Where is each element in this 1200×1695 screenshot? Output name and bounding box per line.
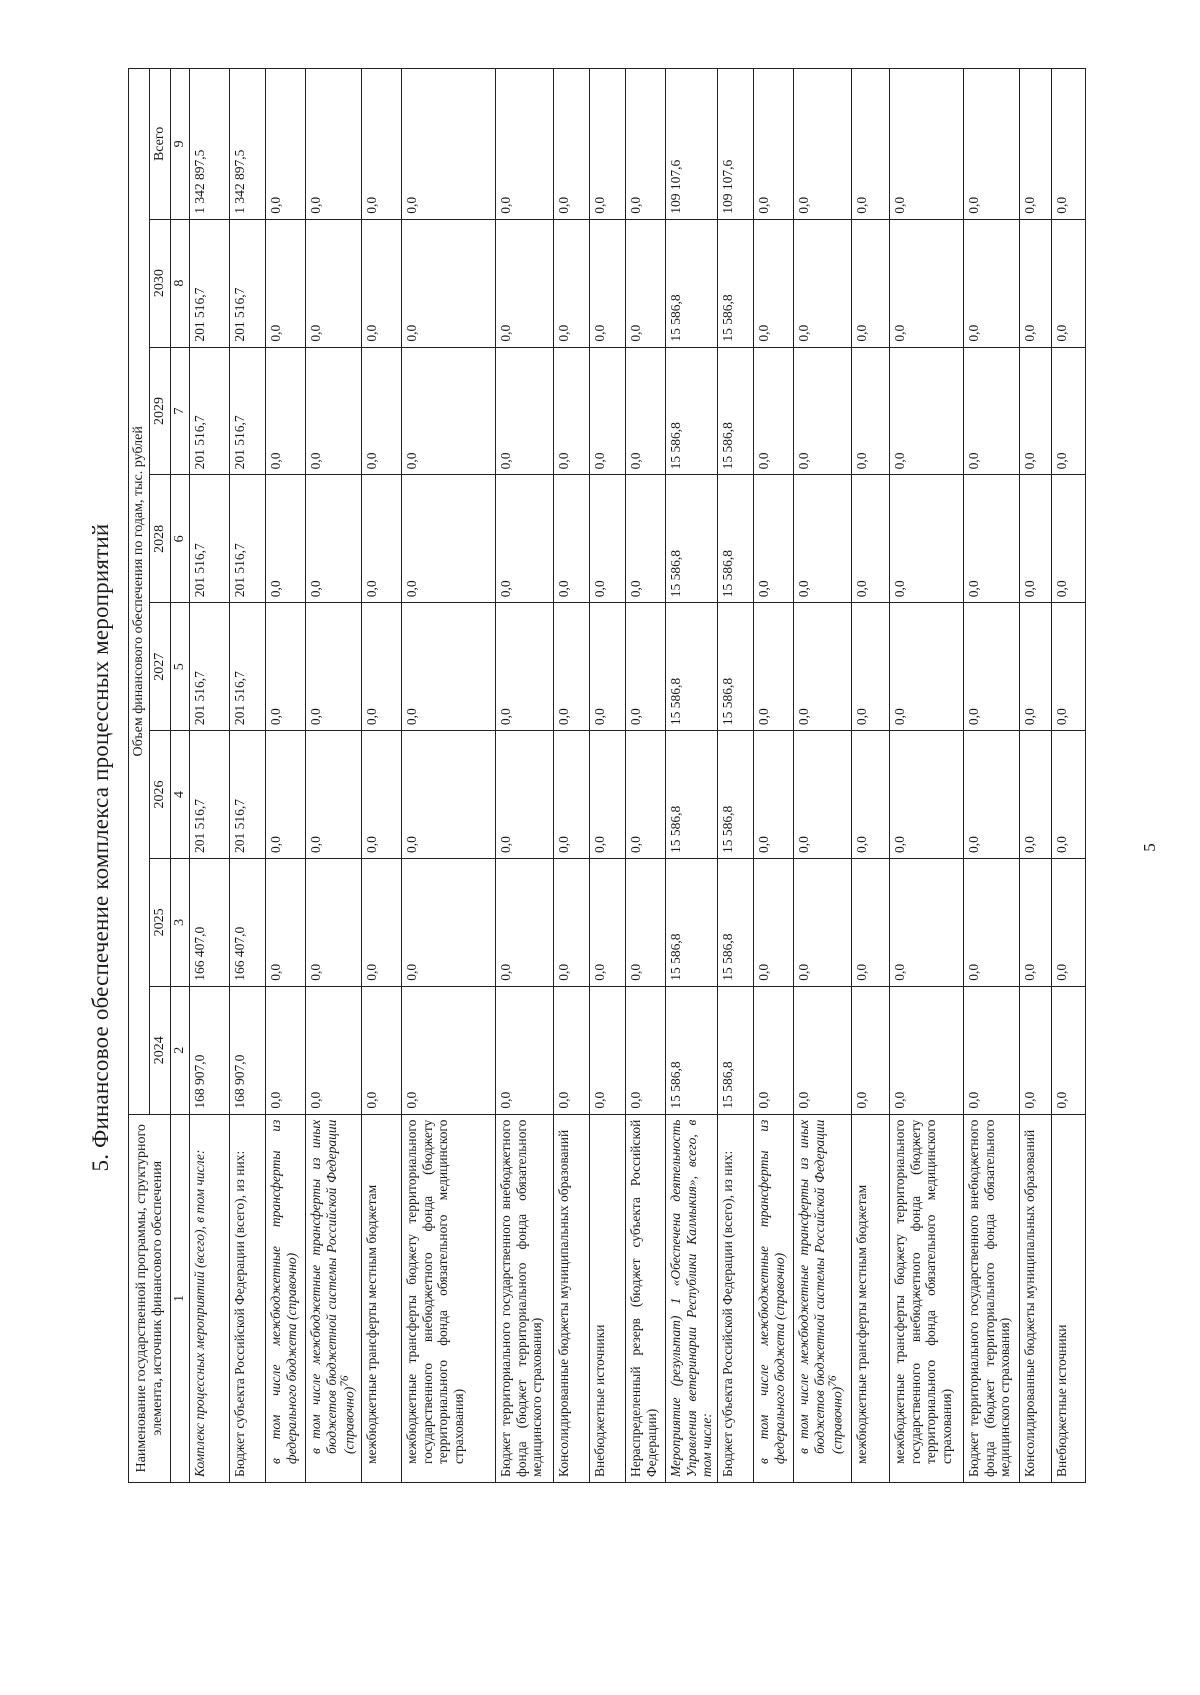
value-cell: 0,0 <box>626 986 666 1114</box>
value-cell: 0,0 <box>554 731 590 859</box>
value-cell: 0,0 <box>590 858 626 986</box>
value-cell: 0,0 <box>362 858 402 986</box>
column-number: 8 <box>171 219 190 347</box>
total-value-cell: 0,0 <box>554 69 590 220</box>
value-cell: 15 586,8 <box>718 986 754 1114</box>
value-cell: 0,0 <box>1052 347 1086 475</box>
row-name: Комплекс процессных мероприятий (всего), в том числе: <box>192 1149 208 1477</box>
total-value-cell: 0,0 <box>1020 69 1052 220</box>
table-row <box>1052 69 1086 1483</box>
value-cell: 0,0 <box>554 986 590 1114</box>
value-cell: 0,0 <box>1020 219 1052 347</box>
value-cell: 0,0 <box>1052 731 1086 859</box>
value-cell: 0,0 <box>1020 347 1052 475</box>
value-cell: 0,0 <box>402 475 496 603</box>
value-cell: 0,0 <box>590 731 626 859</box>
value-cell: 0,0 <box>496 219 554 347</box>
page-number: 5 <box>1140 843 1159 852</box>
financing-table <box>128 68 1086 1483</box>
value-cell: 0,0 <box>554 475 590 603</box>
total-value-cell: 0,0 <box>496 69 554 220</box>
value-cell: 0,0 <box>1052 219 1086 347</box>
row-name-cell <box>718 1114 754 1482</box>
total-value-cell: 0,0 <box>626 69 666 220</box>
total-value-cell: 0,0 <box>1052 69 1086 220</box>
value-cell: 0,0 <box>626 858 666 986</box>
value-cell: 0,0 <box>306 219 362 347</box>
row-name: межбюджетные трансферты бюджету территориального государственного внебюджетного фонда (бюджету территориального фонда обязательного медицинского страхования) <box>892 1119 954 1464</box>
value-cell: 0,0 <box>852 603 890 731</box>
table-row <box>666 69 718 1483</box>
value-cell: 0,0 <box>852 986 890 1114</box>
value-cell: 15 586,8 <box>666 986 718 1114</box>
row-name: Мероприятие (результат) 1 «Обеспечена деятельность Управления ветеринарии Республики Калмыкия», всего, в том числе: <box>668 1119 715 1477</box>
value-cell: 0,0 <box>362 986 402 1114</box>
total-value-cell: 109 107,6 <box>718 69 754 220</box>
value-cell: 0,0 <box>306 603 362 731</box>
table-row <box>590 69 626 1483</box>
value-cell: 0,0 <box>266 858 306 986</box>
value-cell: 201 516,7 <box>190 475 230 603</box>
column-number: 5 <box>171 603 190 731</box>
total-value-cell: 1 342 897,5 <box>230 69 266 220</box>
row-name-cell <box>590 1114 626 1482</box>
year-header: 2024 <box>150 986 171 1114</box>
row-name-cell <box>190 1114 230 1482</box>
row-name-cell <box>626 1114 666 1482</box>
value-cell: 0,0 <box>590 986 626 1114</box>
value-cell: 15 586,8 <box>718 347 754 475</box>
value-cell: 0,0 <box>266 731 306 859</box>
table-row <box>1020 69 1052 1483</box>
table-row <box>754 69 794 1483</box>
footnote-marker: 76 <box>339 1375 352 1387</box>
row-name-cell <box>266 1114 306 1482</box>
value-cell: 0,0 <box>590 219 626 347</box>
value-cell: 0,0 <box>964 986 1020 1114</box>
value-cell: 0,0 <box>794 858 852 986</box>
value-cell: 0,0 <box>1052 603 1086 731</box>
row-name-cell <box>852 1114 890 1482</box>
row-name-cell <box>890 1114 964 1482</box>
value-cell: 0,0 <box>964 731 1020 859</box>
value-cell: 15 586,8 <box>718 219 754 347</box>
total-value-cell: 0,0 <box>362 69 402 220</box>
value-cell: 0,0 <box>266 219 306 347</box>
value-cell: 0,0 <box>890 986 964 1114</box>
total-value-cell: 0,0 <box>852 69 890 220</box>
value-cell: 0,0 <box>852 858 890 986</box>
value-cell: 0,0 <box>852 731 890 859</box>
row-name: Внебюджетные источники <box>1054 1324 1070 1477</box>
value-cell: 15 586,8 <box>718 731 754 859</box>
table-body <box>190 69 1086 1483</box>
total-value-cell: 1 342 897,5 <box>190 69 230 220</box>
year-header: 2025 <box>150 858 171 986</box>
value-cell: 168 907,0 <box>230 986 266 1114</box>
total-value-cell: 0,0 <box>964 69 1020 220</box>
value-cell: 0,0 <box>496 603 554 731</box>
footnote-marker: 76 <box>827 1375 840 1387</box>
year-header: 2027 <box>150 603 171 731</box>
row-name-cell <box>554 1114 590 1482</box>
table-row <box>230 69 266 1483</box>
value-cell: 15 586,8 <box>666 603 718 731</box>
value-cell: 0,0 <box>590 603 626 731</box>
value-cell: 0,0 <box>266 347 306 475</box>
value-cell: 15 586,8 <box>666 347 718 475</box>
value-cell: 15 586,8 <box>666 858 718 986</box>
value-cell: 0,0 <box>266 475 306 603</box>
value-cell: 0,0 <box>890 475 964 603</box>
value-cell: 0,0 <box>306 858 362 986</box>
value-cell: 0,0 <box>964 347 1020 475</box>
row-name: в том числе межбюджетные трансферты из иных бюджетов бюджетной системы Российской Федерации (справочно) <box>308 1119 357 1454</box>
value-cell: 0,0 <box>554 219 590 347</box>
table-row <box>794 69 852 1483</box>
value-cell: 0,0 <box>890 858 964 986</box>
total-value-cell: 0,0 <box>306 69 362 220</box>
total-value-cell: 109 107,6 <box>666 69 718 220</box>
row-name-cell <box>362 1114 402 1482</box>
value-cell: 15 586,8 <box>666 219 718 347</box>
total-value-cell: 0,0 <box>402 69 496 220</box>
value-cell: 0,0 <box>402 986 496 1114</box>
value-cell: 0,0 <box>554 603 590 731</box>
value-cell: 0,0 <box>794 731 852 859</box>
value-cell: 201 516,7 <box>190 731 230 859</box>
row-name-cell <box>794 1114 852 1482</box>
row-name-cell <box>496 1114 554 1482</box>
value-cell: 0,0 <box>852 475 890 603</box>
value-cell: 166 407,0 <box>230 858 266 986</box>
table-row <box>402 69 496 1483</box>
value-cell: 0,0 <box>266 986 306 1114</box>
row-name: межбюджетные трансферты местным бюджетам <box>854 1184 870 1464</box>
table-row <box>554 69 590 1483</box>
value-cell: 15 586,8 <box>666 731 718 859</box>
row-name-cell <box>306 1114 362 1482</box>
column-number: 6 <box>171 475 190 603</box>
value-cell: 0,0 <box>754 858 794 986</box>
value-cell: 0,0 <box>1020 731 1052 859</box>
value-cell: 0,0 <box>1020 475 1052 603</box>
value-cell: 15 586,8 <box>718 858 754 986</box>
row-name: Бюджет субъекта Российской Федерации (всего), из них: <box>720 1150 736 1477</box>
column-number: 3 <box>171 858 190 986</box>
header-volume-cell: Объем финансового обеспечения по годам, тыс. рублей <box>129 69 150 1115</box>
table-row <box>852 69 890 1483</box>
value-cell: 0,0 <box>794 603 852 731</box>
value-cell: 0,0 <box>852 219 890 347</box>
value-cell: 0,0 <box>496 986 554 1114</box>
value-cell: 201 516,7 <box>190 219 230 347</box>
total-value-cell: 0,0 <box>754 69 794 220</box>
value-cell: 0,0 <box>964 219 1020 347</box>
table-row <box>190 69 230 1483</box>
table-row <box>626 69 666 1483</box>
value-cell: 0,0 <box>794 347 852 475</box>
value-cell: 201 516,7 <box>230 475 266 603</box>
value-cell: 0,0 <box>362 219 402 347</box>
row-name: межбюджетные трансферты местным бюджетам <box>364 1184 380 1464</box>
table-row <box>890 69 964 1483</box>
year-header: 2026 <box>150 731 171 859</box>
value-cell: 0,0 <box>626 731 666 859</box>
row-name-cell <box>1052 1114 1086 1482</box>
value-cell: 15 586,8 <box>718 475 754 603</box>
value-cell: 0,0 <box>964 475 1020 603</box>
column-number: 1 <box>171 1114 190 1482</box>
value-cell: 201 516,7 <box>230 347 266 475</box>
row-name-cell <box>666 1114 718 1482</box>
value-cell: 0,0 <box>1052 986 1086 1114</box>
value-cell: 15 586,8 <box>718 603 754 731</box>
value-cell: 0,0 <box>362 731 402 859</box>
total-value-cell: 0,0 <box>794 69 852 220</box>
value-cell: 0,0 <box>852 347 890 475</box>
value-cell: 166 407,0 <box>190 858 230 986</box>
row-name-cell <box>964 1114 1020 1482</box>
value-cell: 0,0 <box>496 347 554 475</box>
value-cell: 0,0 <box>794 986 852 1114</box>
total-value-cell: 0,0 <box>890 69 964 220</box>
value-cell: 0,0 <box>754 986 794 1114</box>
row-name: Бюджет субъекта Российской Федерации (всего), из них: <box>232 1150 248 1477</box>
value-cell: 0,0 <box>754 731 794 859</box>
value-cell: 0,0 <box>626 219 666 347</box>
column-number: 9 <box>171 69 190 220</box>
value-cell: 15 586,8 <box>666 475 718 603</box>
value-cell: 0,0 <box>362 475 402 603</box>
value-cell: 0,0 <box>754 475 794 603</box>
column-number: 4 <box>171 731 190 859</box>
row-name: межбюджетные трансферты бюджету территориального государственного внебюджетного фонда (бюджету территориального фонда обязательного медицинского страхования) <box>404 1119 466 1464</box>
value-cell: 0,0 <box>496 731 554 859</box>
value-cell: 0,0 <box>362 347 402 475</box>
value-cell: 201 516,7 <box>190 347 230 475</box>
value-cell: 201 516,7 <box>190 603 230 731</box>
table-row <box>266 69 306 1483</box>
row-name-cell <box>754 1114 794 1482</box>
column-number: 7 <box>171 347 190 475</box>
value-cell: 0,0 <box>626 475 666 603</box>
total-value-cell: 0,0 <box>266 69 306 220</box>
table-row <box>496 69 554 1483</box>
row-name: в том числе межбюджетные трансферты из федерального бюджета (справочно) <box>268 1119 299 1464</box>
row-name: Бюджет территориального государственного внебюджетного фонда (бюджет территориального фонда обязательного медицинского страхования) <box>498 1119 545 1477</box>
value-cell: 0,0 <box>890 347 964 475</box>
value-cell: 0,0 <box>402 219 496 347</box>
value-cell: 0,0 <box>1052 858 1086 986</box>
row-name: Нераспределенный резерв (бюджет субъекта Российской Федерации) <box>628 1119 659 1477</box>
value-cell: 0,0 <box>1052 475 1086 603</box>
value-cell: 0,0 <box>402 858 496 986</box>
value-cell: 0,0 <box>590 347 626 475</box>
year-header: 2028 <box>150 475 171 603</box>
value-cell: 0,0 <box>402 731 496 859</box>
value-cell: 0,0 <box>1020 858 1052 986</box>
value-cell: 0,0 <box>794 219 852 347</box>
value-cell: 168 907,0 <box>190 986 230 1114</box>
value-cell: 0,0 <box>306 475 362 603</box>
value-cell: 0,0 <box>362 603 402 731</box>
value-cell: 0,0 <box>890 603 964 731</box>
value-cell: 0,0 <box>402 347 496 475</box>
value-cell: 0,0 <box>554 347 590 475</box>
value-cell: 201 516,7 <box>230 731 266 859</box>
value-cell: 201 516,7 <box>230 603 266 731</box>
column-number: 2 <box>171 986 190 1114</box>
total-value-cell: 0,0 <box>590 69 626 220</box>
header-name-cell: Наименование государственной программы, структурного элемента, источник финансового обеспечения <box>129 1114 171 1482</box>
year-header: 2029 <box>150 347 171 475</box>
value-cell: 0,0 <box>306 347 362 475</box>
value-cell: 0,0 <box>496 858 554 986</box>
row-name-cell <box>402 1114 496 1482</box>
value-cell: 0,0 <box>1020 986 1052 1114</box>
value-cell: 0,0 <box>794 475 852 603</box>
row-name: Внебюджетные источники <box>592 1324 608 1477</box>
table-row <box>306 69 362 1483</box>
value-cell: 0,0 <box>306 986 362 1114</box>
table-row <box>964 69 1020 1483</box>
value-cell: 0,0 <box>964 603 1020 731</box>
value-cell: 0,0 <box>626 347 666 475</box>
row-name: Консолидированные бюджеты муниципальных образований <box>556 1129 572 1477</box>
row-name: Консолидированные бюджеты муниципальных образований <box>1022 1129 1038 1477</box>
value-cell: 0,0 <box>306 731 362 859</box>
row-name-cell <box>230 1114 266 1482</box>
row-name: в том числе межбюджетные трансферты из федерального бюджета (справочно) <box>756 1119 787 1464</box>
value-cell: 0,0 <box>964 858 1020 986</box>
value-cell: 0,0 <box>266 603 306 731</box>
table-row <box>718 69 754 1483</box>
total-header: Всего <box>150 69 171 220</box>
value-cell: 0,0 <box>590 475 626 603</box>
section-title: 5. Финансовое обеспечение комплекса процессных мероприятий <box>88 523 113 1172</box>
value-cell: 0,0 <box>890 219 964 347</box>
value-cell: 0,0 <box>754 603 794 731</box>
value-cell: 0,0 <box>496 475 554 603</box>
value-cell: 0,0 <box>754 219 794 347</box>
value-cell: 201 516,7 <box>230 219 266 347</box>
value-cell: 0,0 <box>754 347 794 475</box>
year-header: 2030 <box>150 219 171 347</box>
table-row <box>362 69 402 1483</box>
row-name: Бюджет территориального государственного внебюджетного фонда (бюджет территориального фонда обязательного медицинского страхования) <box>966 1119 1013 1477</box>
value-cell: 0,0 <box>402 603 496 731</box>
value-cell: 0,0 <box>890 731 964 859</box>
value-cell: 0,0 <box>554 858 590 986</box>
value-cell: 0,0 <box>626 603 666 731</box>
value-cell: 0,0 <box>1020 603 1052 731</box>
row-name-cell <box>1020 1114 1052 1482</box>
row-name: в том числе межбюджетные трансферты из иных бюджетов бюджетной системы Российской Федерации (справочно) <box>796 1119 845 1454</box>
